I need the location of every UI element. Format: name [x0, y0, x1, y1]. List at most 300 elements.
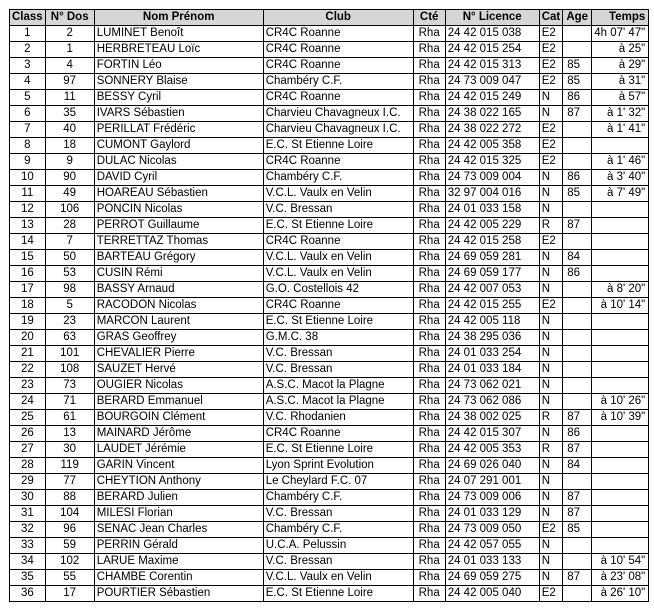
category-cell: N: [539, 346, 563, 362]
club-cell: E.C. St Etienne Loire: [263, 218, 413, 234]
bib-cell: 101: [45, 346, 94, 362]
category-cell: N: [539, 106, 563, 122]
time-cell: à 1' 46": [592, 154, 649, 170]
rider-name-cell: CUMONT Gaylord: [94, 138, 263, 154]
rank-cell: 3: [10, 58, 46, 74]
time-cell: [592, 378, 649, 394]
category-cell: E2: [539, 74, 563, 90]
category-cell: E2: [539, 522, 563, 538]
rider-name-cell: SENAC Jean Charles: [94, 522, 263, 538]
comite-cell: Rha: [413, 186, 445, 202]
age-cell: [563, 394, 592, 410]
category-cell: N: [539, 90, 563, 106]
licence-cell: 24 69 059 281: [445, 250, 539, 266]
club-cell: V.C. Bressan: [263, 554, 413, 570]
club-cell: G.M.C. 38: [263, 330, 413, 346]
rank-cell: 12: [10, 202, 46, 218]
category-cell: N: [539, 490, 563, 506]
time-cell: [592, 538, 649, 554]
bib-cell: 104: [45, 506, 94, 522]
rank-cell: 23: [10, 378, 46, 394]
licence-cell: 24 42 005 353: [445, 442, 539, 458]
comite-cell: Rha: [413, 234, 445, 250]
category-cell: N: [539, 202, 563, 218]
licence-cell: 24 73 062 021: [445, 378, 539, 394]
table-row: [10, 570, 649, 586]
table-row: [10, 250, 649, 266]
licence-cell: 24 73 062 086: [445, 394, 539, 410]
licence-cell: 24 42 015 307: [445, 426, 539, 442]
age-cell: 86: [563, 426, 592, 442]
club-cell: Chambéry C.F.: [263, 522, 413, 538]
age-cell: [563, 538, 592, 554]
rider-name-cell: LAUDET Jérémie: [94, 442, 263, 458]
age-cell: 85: [563, 74, 592, 90]
age-cell: [563, 378, 592, 394]
table-row: [10, 506, 649, 522]
time-cell: [592, 314, 649, 330]
club-cell: V.C. Bressan: [263, 202, 413, 218]
comite-cell: Rha: [413, 538, 445, 554]
licence-cell: 24 42 015 038: [445, 26, 539, 42]
comite-cell: Rha: [413, 362, 445, 378]
table-row: [10, 442, 649, 458]
table-row: [10, 90, 649, 106]
rider-name-cell: CHEVALIER Pierre: [94, 346, 263, 362]
rider-name-cell: IVARS Sébastien: [94, 106, 263, 122]
table-row: [10, 170, 649, 186]
table-row: [10, 314, 649, 330]
table-row: [10, 298, 649, 314]
age-cell: [563, 362, 592, 378]
club-cell: CR4C Roanne: [263, 58, 413, 74]
category-cell: E2: [539, 154, 563, 170]
table-row: [10, 410, 649, 426]
rider-name-cell: BERARD Julien: [94, 490, 263, 506]
club-cell: U.C.A. Pelussin: [263, 538, 413, 554]
results-body: [10, 26, 649, 602]
category-cell: N: [539, 330, 563, 346]
rank-cell: 18: [10, 298, 46, 314]
age-cell: [563, 298, 592, 314]
bib-cell: 88: [45, 490, 94, 506]
bib-cell: 108: [45, 362, 94, 378]
licence-cell: 24 42 057 055: [445, 538, 539, 554]
age-cell: [563, 474, 592, 490]
club-cell: Lyon Sprint Evolution: [263, 458, 413, 474]
table-row: [10, 522, 649, 538]
table-row: [10, 74, 649, 90]
time-cell: [592, 362, 649, 378]
comite-cell: Rha: [413, 202, 445, 218]
rank-cell: 31: [10, 506, 46, 522]
licence-cell: 24 42 015 254: [445, 42, 539, 58]
header-dossard: N° Dos: [45, 10, 94, 26]
header-time: Temps: [592, 10, 649, 26]
category-cell: N: [539, 314, 563, 330]
licence-cell: 24 07 291 001: [445, 474, 539, 490]
comite-cell: Rha: [413, 106, 445, 122]
time-cell: à 10' 39": [592, 410, 649, 426]
age-cell: 85: [563, 522, 592, 538]
licence-cell: 24 73 009 004: [445, 170, 539, 186]
rank-cell: 30: [10, 490, 46, 506]
table-row: [10, 42, 649, 58]
club-cell: V.C.L. Vaulx en Velin: [263, 266, 413, 282]
bib-cell: 28: [45, 218, 94, 234]
category-cell: N: [539, 282, 563, 298]
table-row: [10, 186, 649, 202]
comite-cell: Rha: [413, 586, 445, 602]
club-cell: E.C. St Etienne Loire: [263, 586, 413, 602]
rider-name-cell: SAUZET Hervé: [94, 362, 263, 378]
rider-name-cell: DULAC Nicolas: [94, 154, 263, 170]
category-cell: N: [539, 250, 563, 266]
rank-cell: 19: [10, 314, 46, 330]
club-cell: CR4C Roanne: [263, 42, 413, 58]
table-row: [10, 394, 649, 410]
age-cell: [563, 346, 592, 362]
table-row: [10, 26, 649, 42]
table-row: [10, 122, 649, 138]
age-cell: 86: [563, 170, 592, 186]
licence-cell: 24 38 022 165: [445, 106, 539, 122]
club-cell: CR4C Roanne: [263, 298, 413, 314]
licence-cell: 24 01 033 129: [445, 506, 539, 522]
club-cell: CR4C Roanne: [263, 154, 413, 170]
licence-cell: 24 38 022 272: [445, 122, 539, 138]
time-cell: [592, 330, 649, 346]
rank-cell: 4: [10, 74, 46, 90]
rider-name-cell: CUSIN Rémi: [94, 266, 263, 282]
bib-cell: 2: [45, 26, 94, 42]
rank-cell: 26: [10, 426, 46, 442]
rider-name-cell: LUMINET Benoît: [94, 26, 263, 42]
licence-cell: 24 69 059 275: [445, 570, 539, 586]
bib-cell: 23: [45, 314, 94, 330]
comite-cell: Rha: [413, 314, 445, 330]
rider-name-cell: MARCON Laurent: [94, 314, 263, 330]
age-cell: [563, 282, 592, 298]
rider-name-cell: CHEYTION Anthony: [94, 474, 263, 490]
club-cell: A.S.C. Macot la Plagne: [263, 394, 413, 410]
rider-name-cell: BARTEAU Grégory: [94, 250, 263, 266]
bib-cell: 5: [45, 298, 94, 314]
bib-cell: 106: [45, 202, 94, 218]
table-row: [10, 202, 649, 218]
comite-cell: Rha: [413, 442, 445, 458]
time-cell: à 57": [592, 90, 649, 106]
rank-cell: 7: [10, 122, 46, 138]
header-class: Class: [10, 10, 46, 26]
age-cell: [563, 586, 592, 602]
time-cell: à 8' 20": [592, 282, 649, 298]
licence-cell: 24 42 007 053: [445, 282, 539, 298]
rank-cell: 28: [10, 458, 46, 474]
comite-cell: Rha: [413, 42, 445, 58]
rider-name-cell: HERBRETEAU Loïc: [94, 42, 263, 58]
rider-name-cell: TERRETTAZ Thomas: [94, 234, 263, 250]
rank-cell: 22: [10, 362, 46, 378]
rank-cell: 34: [10, 554, 46, 570]
club-cell: Charvieu Chavagneux I.C.: [263, 122, 413, 138]
age-cell: [563, 154, 592, 170]
club-cell: CR4C Roanne: [263, 234, 413, 250]
licence-cell: 24 73 009 050: [445, 522, 539, 538]
table-row: [10, 218, 649, 234]
comite-cell: Rha: [413, 378, 445, 394]
header-licence: N° Licence: [445, 10, 539, 26]
bib-cell: 40: [45, 122, 94, 138]
comite-cell: Rha: [413, 250, 445, 266]
rider-name-cell: GRAS Geoffrey: [94, 330, 263, 346]
bib-cell: 98: [45, 282, 94, 298]
comite-cell: Rha: [413, 506, 445, 522]
age-cell: 87: [563, 506, 592, 522]
licence-cell: 24 42 015 325: [445, 154, 539, 170]
bib-cell: 50: [45, 250, 94, 266]
age-cell: [563, 234, 592, 250]
category-cell: N: [539, 378, 563, 394]
bib-cell: 35: [45, 106, 94, 122]
time-cell: à 10' 54": [592, 554, 649, 570]
comite-cell: Rha: [413, 138, 445, 154]
time-cell: [592, 522, 649, 538]
club-cell: CR4C Roanne: [263, 90, 413, 106]
rider-name-cell: POURTIER Sébastien: [94, 586, 263, 602]
comite-cell: Rha: [413, 74, 445, 90]
table-row: [10, 234, 649, 250]
rider-name-cell: PERROT Guillaume: [94, 218, 263, 234]
age-cell: 87: [563, 106, 592, 122]
table-row: [10, 282, 649, 298]
comite-cell: Rha: [413, 26, 445, 42]
age-cell: 85: [563, 186, 592, 202]
bib-cell: 61: [45, 410, 94, 426]
bib-cell: 4: [45, 58, 94, 74]
category-cell: N: [539, 362, 563, 378]
time-cell: à 25": [592, 42, 649, 58]
table-row: [10, 154, 649, 170]
club-cell: E.C. St Etienne Loire: [263, 442, 413, 458]
club-cell: Charvieu Chavagneux I.C.: [263, 106, 413, 122]
bib-cell: 18: [45, 138, 94, 154]
rider-name-cell: PONCIN Nicolas: [94, 202, 263, 218]
time-cell: à 3' 40": [592, 170, 649, 186]
licence-cell: 24 38 295 036: [445, 330, 539, 346]
rank-cell: 33: [10, 538, 46, 554]
rider-name-cell: FORTIN Léo: [94, 58, 263, 74]
time-cell: à 10' 26": [592, 394, 649, 410]
table-row: [10, 586, 649, 602]
rider-name-cell: SONNERY Blaise: [94, 74, 263, 90]
category-cell: E2: [539, 122, 563, 138]
rider-name-cell: PERILLAT Frédéric: [94, 122, 263, 138]
rider-name-cell: CHAMBE Corentin: [94, 570, 263, 586]
age-cell: [563, 314, 592, 330]
results-table: [9, 9, 649, 602]
table-row: [10, 554, 649, 570]
table-row: [10, 58, 649, 74]
comite-cell: Rha: [413, 570, 445, 586]
rank-cell: 24: [10, 394, 46, 410]
club-cell: V.C.L. Vaulx en Velin: [263, 570, 413, 586]
header-name: Nom Prénom: [94, 10, 263, 26]
licence-cell: 24 42 015 255: [445, 298, 539, 314]
category-cell: R: [539, 442, 563, 458]
rider-name-cell: OUGIER Nicolas: [94, 378, 263, 394]
bib-cell: 73: [45, 378, 94, 394]
licence-cell: 24 42 015 249: [445, 90, 539, 106]
bib-cell: 49: [45, 186, 94, 202]
time-cell: [592, 218, 649, 234]
comite-cell: Rha: [413, 282, 445, 298]
age-cell: 86: [563, 266, 592, 282]
time-cell: [592, 426, 649, 442]
table-row: [10, 426, 649, 442]
time-cell: [592, 506, 649, 522]
time-cell: à 1' 41": [592, 122, 649, 138]
time-cell: [592, 266, 649, 282]
comite-cell: Rha: [413, 410, 445, 426]
club-cell: Chambéry C.F.: [263, 170, 413, 186]
table-row: [10, 458, 649, 474]
licence-cell: 24 69 059 177: [445, 266, 539, 282]
table-row: [10, 138, 649, 154]
rank-cell: 9: [10, 154, 46, 170]
bib-cell: 1: [45, 42, 94, 58]
table-row: [10, 330, 649, 346]
age-cell: 85: [563, 58, 592, 74]
club-cell: CR4C Roanne: [263, 26, 413, 42]
rank-cell: 29: [10, 474, 46, 490]
rank-cell: 10: [10, 170, 46, 186]
age-cell: 87: [563, 218, 592, 234]
age-cell: 87: [563, 442, 592, 458]
rank-cell: 1: [10, 26, 46, 42]
bib-cell: 63: [45, 330, 94, 346]
bib-cell: 55: [45, 570, 94, 586]
rank-cell: 36: [10, 586, 46, 602]
comite-cell: Rha: [413, 298, 445, 314]
header-age: Age: [563, 10, 592, 26]
rider-name-cell: HOAREAU Sébastien: [94, 186, 263, 202]
time-cell: à 31": [592, 74, 649, 90]
club-cell: E.C. St Etienne Loire: [263, 314, 413, 330]
rider-name-cell: BASSY Arnaud: [94, 282, 263, 298]
comite-cell: Rha: [413, 266, 445, 282]
time-cell: à 26' 10": [592, 586, 649, 602]
licence-cell: 24 73 009 006: [445, 490, 539, 506]
rank-cell: 21: [10, 346, 46, 362]
rank-cell: 17: [10, 282, 46, 298]
rank-cell: 8: [10, 138, 46, 154]
category-cell: E2: [539, 234, 563, 250]
age-cell: 87: [563, 570, 592, 586]
time-cell: à 23' 08": [592, 570, 649, 586]
rank-cell: 32: [10, 522, 46, 538]
comite-cell: Rha: [413, 394, 445, 410]
category-cell: R: [539, 410, 563, 426]
licence-cell: 24 01 033 158: [445, 202, 539, 218]
age-cell: [563, 138, 592, 154]
comite-cell: Rha: [413, 426, 445, 442]
category-cell: N: [539, 394, 563, 410]
table-row: [10, 538, 649, 554]
club-cell: V.C. Bressan: [263, 506, 413, 522]
table-row: [10, 106, 649, 122]
comite-cell: Rha: [413, 170, 445, 186]
header-comite: Cté: [413, 10, 445, 26]
age-cell: [563, 26, 592, 42]
category-cell: N: [539, 458, 563, 474]
licence-cell: 24 69 026 040: [445, 458, 539, 474]
licence-cell: 24 01 033 133: [445, 554, 539, 570]
comite-cell: Rha: [413, 330, 445, 346]
category-cell: E2: [539, 42, 563, 58]
time-cell: [592, 474, 649, 490]
time-cell: [592, 234, 649, 250]
bib-cell: 90: [45, 170, 94, 186]
age-cell: [563, 330, 592, 346]
age-cell: [563, 202, 592, 218]
bib-cell: 11: [45, 90, 94, 106]
bib-cell: 30: [45, 442, 94, 458]
table-row: [10, 378, 649, 394]
rider-name-cell: MAINARD Jérôme: [94, 426, 263, 442]
category-cell: N: [539, 474, 563, 490]
rank-cell: 13: [10, 218, 46, 234]
bib-cell: 59: [45, 538, 94, 554]
category-cell: N: [539, 186, 563, 202]
table-row: [10, 490, 649, 506]
category-cell: N: [539, 538, 563, 554]
category-cell: N: [539, 554, 563, 570]
club-cell: A.S.C. Macot la Plagne: [263, 378, 413, 394]
category-cell: N: [539, 266, 563, 282]
comite-cell: Rha: [413, 522, 445, 538]
licence-cell: 24 42 005 229: [445, 218, 539, 234]
header-club: Club: [263, 10, 413, 26]
age-cell: [563, 42, 592, 58]
category-cell: N: [539, 570, 563, 586]
comite-cell: Rha: [413, 346, 445, 362]
time-cell: [592, 346, 649, 362]
age-cell: 84: [563, 458, 592, 474]
club-cell: Le Cheylard F.C. 07: [263, 474, 413, 490]
rank-cell: 35: [10, 570, 46, 586]
club-cell: V.C. Bressan: [263, 362, 413, 378]
rider-name-cell: PERRIN Gérald: [94, 538, 263, 554]
time-cell: [592, 458, 649, 474]
time-cell: à 1' 32": [592, 106, 649, 122]
category-cell: E2: [539, 26, 563, 42]
category-cell: E2: [539, 138, 563, 154]
time-cell: [592, 490, 649, 506]
licence-cell: 24 42 005 040: [445, 586, 539, 602]
table-row: [10, 266, 649, 282]
licence-cell: 24 42 005 118: [445, 314, 539, 330]
header-category: Cat: [539, 10, 563, 26]
rank-cell: 20: [10, 330, 46, 346]
time-cell: à 10' 14": [592, 298, 649, 314]
bib-cell: 53: [45, 266, 94, 282]
rank-cell: 27: [10, 442, 46, 458]
category-cell: E2: [539, 586, 563, 602]
time-cell: 4h 07' 47": [592, 26, 649, 42]
rank-cell: 11: [10, 186, 46, 202]
bib-cell: 17: [45, 586, 94, 602]
